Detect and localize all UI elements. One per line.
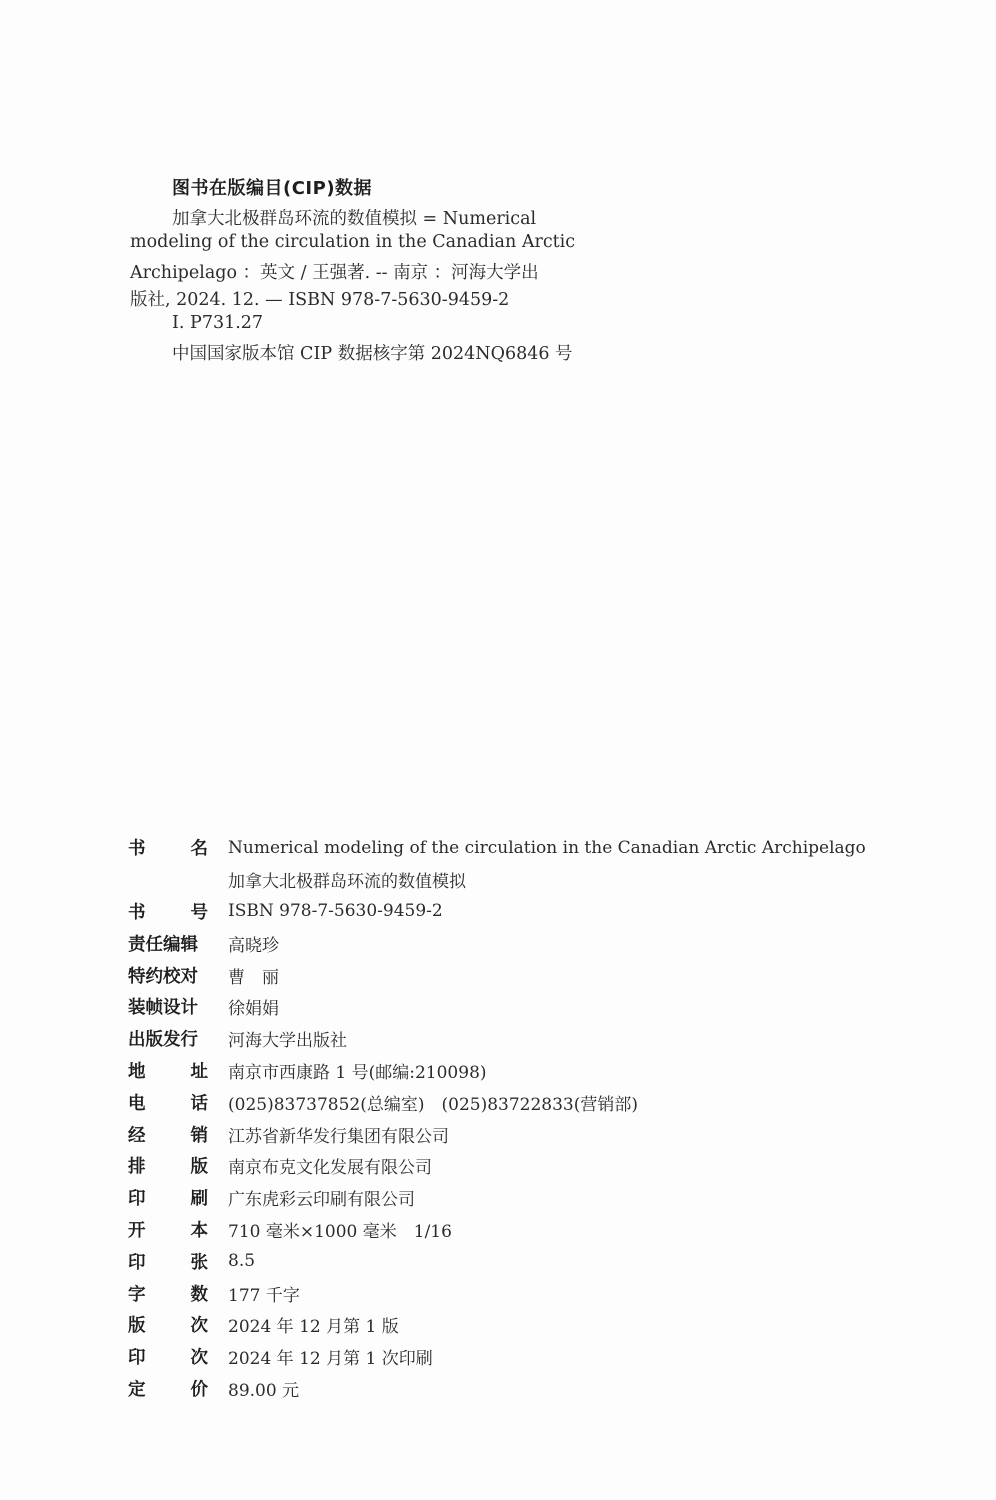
info-label: 定 价 (128, 1379, 208, 1400)
info-row-format (128, 1214, 866, 1246)
info-label: 装帧设计 (128, 998, 198, 1019)
info-label: 字 数 (128, 1284, 208, 1305)
cip-line-english-title: modeling of the circulation in the Canadian Arctic (130, 232, 576, 252)
info-row-proofreader (128, 959, 866, 991)
info-row-address (128, 1055, 866, 1087)
info-value-address: 南京市西康路 1 号(邮编:210098) (228, 1062, 487, 1083)
info-row-distributor (128, 1118, 866, 1150)
info-label: 责任编辑 (128, 934, 198, 955)
info-row-editor (128, 927, 866, 959)
info-row-price (128, 1373, 866, 1405)
info-value-designer: 徐娟娟 (228, 999, 279, 1020)
info-value-isbn: ISBN 978-7-5630-9459-2 (228, 901, 443, 922)
info-label: 印 张 (128, 1252, 208, 1273)
info-row-designer (128, 991, 866, 1023)
info-label: 开 本 (128, 1220, 208, 1241)
info-label: 书 号 (128, 902, 208, 923)
info-row-title-en (128, 832, 866, 864)
info-row-typesetting (128, 1150, 866, 1182)
info-label: 排 版 (128, 1157, 208, 1178)
info-row-printing (128, 1341, 866, 1373)
info-row-sheets (128, 1245, 866, 1277)
cip-line-title: 加拿大北极群岛环流的数值模拟 = Numerical (172, 209, 537, 229)
info-value-distributor: 江苏省新华发行集团有限公司 (228, 1126, 449, 1147)
info-value-typesetting: 南京布克文化发展有限公司 (228, 1158, 432, 1179)
info-value-word-count: 177 千字 (228, 1285, 300, 1306)
info-label: 特约校对 (128, 966, 198, 987)
cip-line-classification: Ⅰ. P731.27 (172, 313, 264, 333)
info-value-edition: 2024 年 12 月第 1 版 (228, 1317, 399, 1338)
info-value-proofreader: 曹 丽 (228, 967, 279, 988)
info-row-word-count (128, 1277, 866, 1309)
info-label: 版 次 (128, 1316, 208, 1337)
cip-heading: 图书在版编目(CIP)数据 (172, 178, 373, 199)
info-value-title-en: Numerical modeling of the circulation in the Canadian Arctic Archipelago (228, 837, 866, 858)
info-value-format: 710 毫米×1000 毫米 1/16 (228, 1221, 452, 1242)
info-row-publisher (128, 1023, 866, 1055)
info-label: 出版发行 (128, 1030, 198, 1051)
info-row-isbn (128, 896, 866, 928)
info-label: 地 址 (128, 1061, 208, 1082)
info-label: 印 次 (128, 1348, 208, 1369)
info-value-publisher: 河海大学出版社 (228, 1031, 347, 1052)
info-value-price: 89.00 元 (228, 1380, 300, 1401)
info-value-phone: (025)83737852(总编室) (025)83722833(营销部) (228, 1094, 639, 1115)
info-value-printing: 2024 年 12 月第 1 次印刷 (228, 1349, 433, 1370)
info-value-sheets: 8.5 (228, 1251, 256, 1272)
info-row-printer (128, 1182, 866, 1214)
info-label: 印 刷 (128, 1189, 208, 1210)
info-label: 书 名 (128, 839, 208, 860)
info-label: 经 销 (128, 1125, 208, 1146)
cip-line-isbn: 版社, 2024. 12. — ISBN 978-7-5630-9459-2 (130, 290, 510, 310)
info-value-title-zh: 加拿大北极群岛环流的数值模拟 (228, 872, 466, 893)
info-row-phone (128, 1086, 866, 1118)
info-value-printer: 广东虎彩云印刷有限公司 (228, 1190, 415, 1211)
publication-info-table (128, 832, 866, 1404)
info-row-edition (128, 1309, 866, 1341)
cip-line-record-number: 中国国家版本馆 CIP 数据核字第 2024NQ6846 号 (172, 344, 573, 364)
info-label: 电 话 (128, 1093, 208, 1114)
info-value-editor: 高晓珍 (228, 935, 279, 956)
info-row-title-zh (128, 864, 866, 896)
cip-line-publisher: Archipelago ：英文 / 王强著. -- 南京 ：河海大学出 (130, 263, 539, 283)
